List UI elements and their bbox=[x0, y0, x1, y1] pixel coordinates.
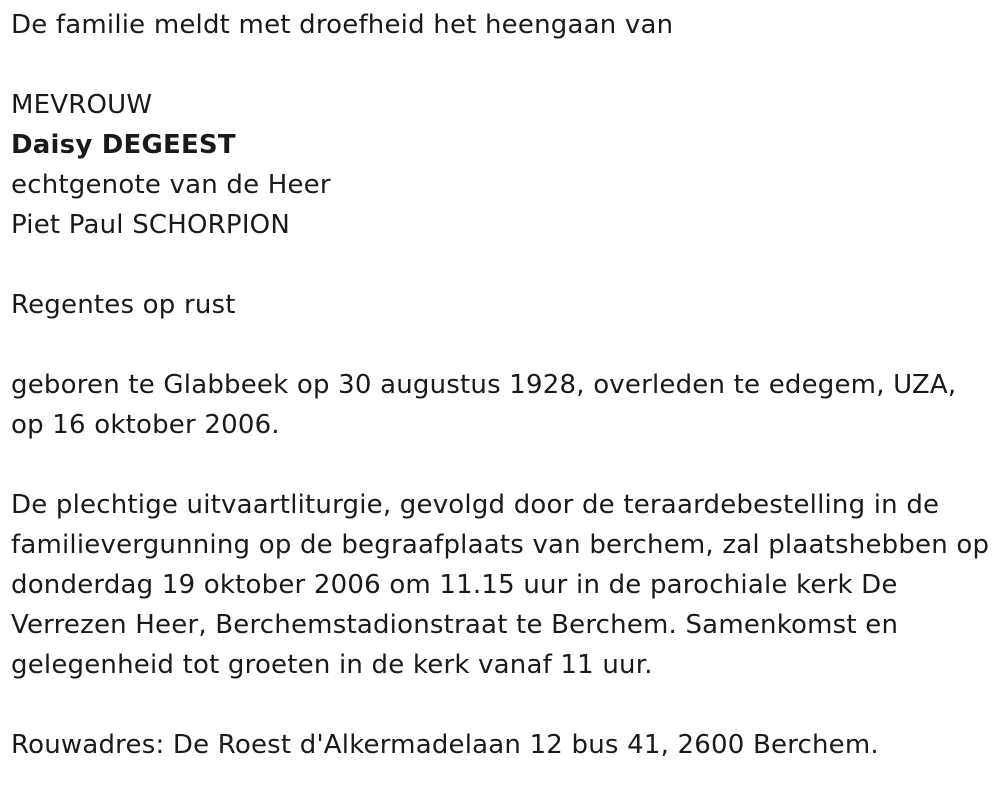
death-notice bbox=[11, 0, 996, 765]
funeral-paragraph: De plechtige uitvaartliturgie, gevolgd door de teraardebestelling in de familievergunning op de begraafplaats van berchem, zal plaatshebben op donderdag 19 oktober 2006 om 11.15 uur in de parochiale kerk De Verrezen Heer, Berchemstadionstraat te Berchem. Samenkomst en gelegenheid tot groeten in de kerk vanaf 11 uur. bbox=[11, 490, 990, 680]
profession-status: Regentes op rust bbox=[11, 290, 236, 320]
intro-text: De familie meldt met droefheid het heengaan van bbox=[11, 10, 674, 40]
deceased-name: Daisy DEGEEST bbox=[11, 130, 236, 160]
spacer bbox=[11, 45, 996, 85]
relation-text: echtgenote van de Heer bbox=[11, 170, 331, 200]
spacer bbox=[11, 685, 996, 725]
mourning-address: Rouwadres: De Roest d'Alkermadelaan 12 bus 41, 2600 Berchem. bbox=[11, 730, 879, 760]
spouse-name: Piet Paul SCHORPION bbox=[11, 210, 290, 240]
spacer bbox=[11, 245, 996, 285]
spacer bbox=[11, 325, 996, 365]
honorific-title: MEVROUW bbox=[11, 90, 153, 120]
birth-death-paragraph: geboren te Glabbeek op 30 augustus 1928, overleden te edegem, UZA, op 16 oktober 2006. bbox=[11, 370, 957, 440]
spacer bbox=[11, 445, 996, 485]
